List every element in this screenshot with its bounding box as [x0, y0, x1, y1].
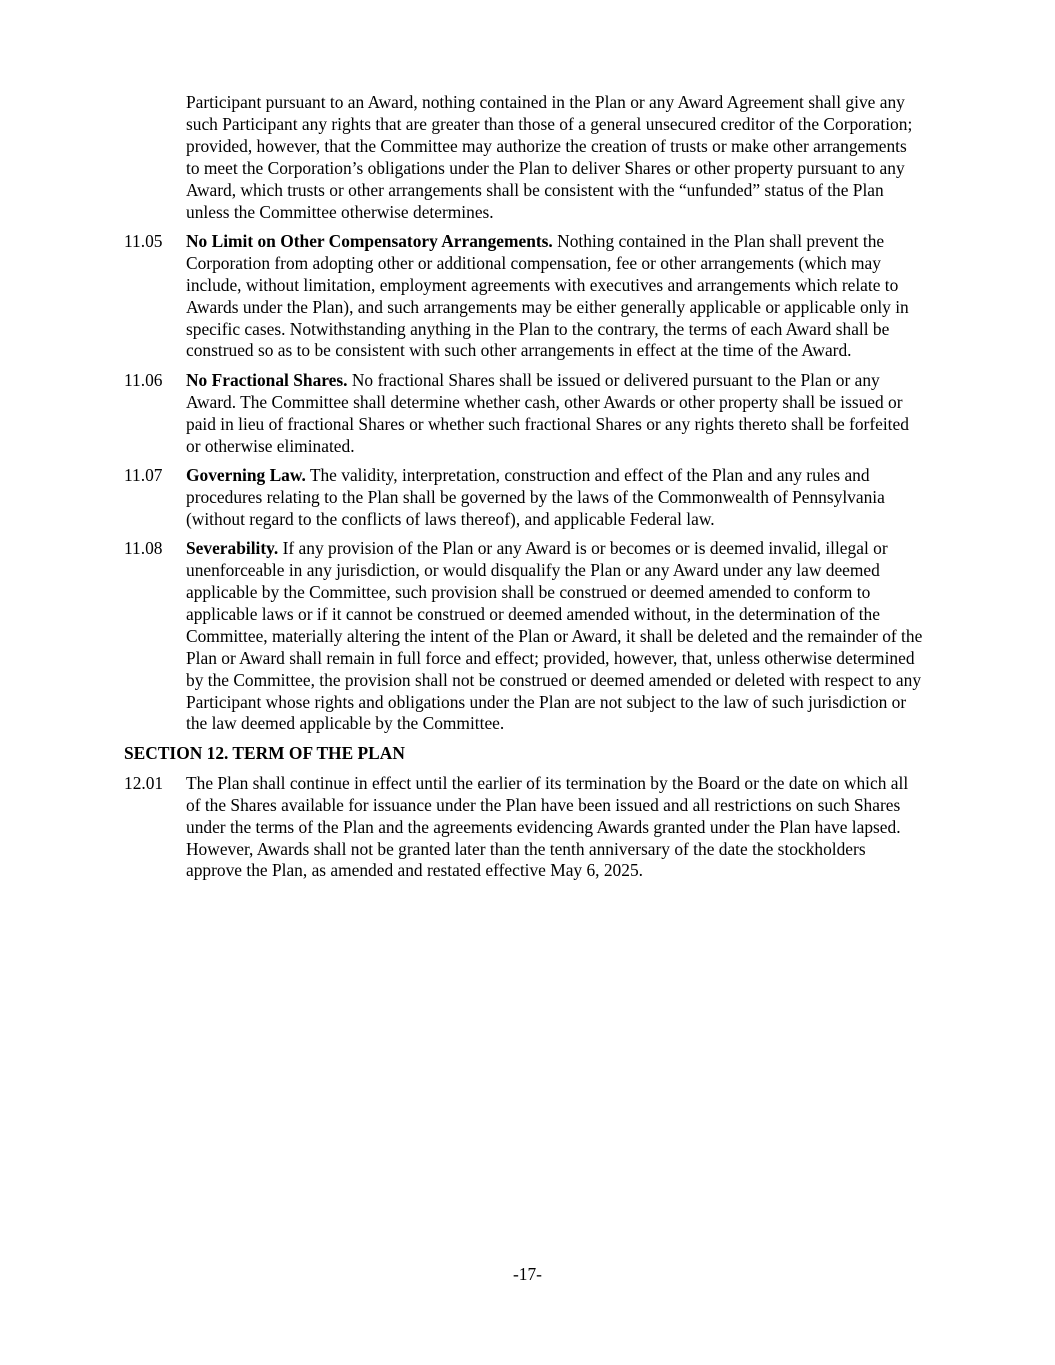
clause-text: The Plan shall continue in effect until the earlier of its termination by the Board or the date on which all of the Shares available for issuance under the Plan have been issued and all restrictions on such Shares under the terms of the Plan and the agreements evidencing Awards granted under the Plan have lapsed. However, Awards shall not be granted later than the tenth anniversary of the date the stockholders approve the Plan, as amended and restated effective May 6, 2025.: [186, 772, 909, 881]
page-number: -17-: [513, 1264, 542, 1284]
clause-body: [186, 465, 924, 531]
clause-number: 11.08: [124, 538, 163, 559]
clause-text: If any provision of the Plan or any Award is or becomes or is deemed invalid, illegal or unenforceable in any jurisdiction, or would disqualify the Plan or any Award under any law deemed applicable by the Committee, such provision shall be construed or deemed amended to conform to applicable laws or if it cannot be construed or deemed amended without, in the determination of the Committee, materially altering the intent of the Plan or Award, it shall be deleted and the remainder of the Plan or Award shall remain in full force and effect; provided, however, that, unless otherwise determined by the Committee, the provision shall not be construed or deemed amended or deleted with respect to any Participant whose rights and obligations under the Plan are not subject to the law of such jurisdiction or the law deemed applicable by the Committee.: [186, 538, 923, 734]
clause-body: [186, 538, 924, 735]
clause-number: 12.01: [124, 772, 164, 793]
clause-11-08: [124, 538, 924, 735]
clause-title: No Limit on Other Compensatory Arrangements.: [186, 230, 553, 251]
clause-11-07: [124, 465, 924, 531]
continued-paragraph: Participant pursuant to an Award, nothing contained in the Plan or any Award Agreement shall give any such Participant any rights that are greater than those of a general unsecured creditor of the Corporation; provided, however, that the Committee may authorize the creation of trusts or make other arrangements to meet the Corporation’s obligations under the Plan to deliver Shares or other property pursuant to any Award, which trusts or other arrangements shall be consistent with the “unfunded” status of the Plan unless the Committee otherwise determines.: [186, 92, 913, 222]
clause-number: 11.06: [124, 369, 163, 390]
clause-number: 11.07: [124, 465, 163, 485]
clause-title: Governing Law.: [186, 465, 306, 485]
clause-title: No Fractional Shares.: [186, 369, 348, 390]
section-heading: SECTION 12. TERM OF THE PLAN: [124, 743, 405, 764]
clause-12-01: [124, 773, 924, 883]
clause-text: Nothing contained in the Plan shall prevent the Corporation from adopting other or additional compensation, fee or other arrangements (which may include, without limitation, employment agreements with executives and arrangements which relate to Awards under the Plan), and such arrangements may be either generally applicable or applicable only in specific cases. Notwithstanding anything in the Plan to the contrary, the terms of each Award shall be construed so as to be consistent with such other arrangements in effect at the time of the Award.: [186, 230, 909, 361]
clause-number: 11.05: [124, 230, 163, 251]
clause-body: [186, 370, 924, 458]
document-body: [124, 92, 924, 882]
clause-title: Severability.: [186, 538, 279, 559]
clause-text: The validity, interpretation, construction and effect of the Plan and any rules and procedures relating to the Plan shall be governed by the laws of the Commonwealth of Pennsylvania (without regard to the conflicts of laws thereof), and applicable Federal law.: [186, 465, 885, 529]
clause-11-05: [124, 231, 924, 362]
clause-text: No fractional Shares shall be issued or delivered pursuant to the Plan or any Award. The Committee shall determine whether cash, other Awards or other property shall be issued or paid in lieu of fractional Shares or whether such fractional Shares or any rights thereto shall be forfeited or otherwise eliminated.: [186, 369, 909, 456]
clause-11-06: [124, 370, 924, 458]
clause-body: [186, 231, 924, 362]
